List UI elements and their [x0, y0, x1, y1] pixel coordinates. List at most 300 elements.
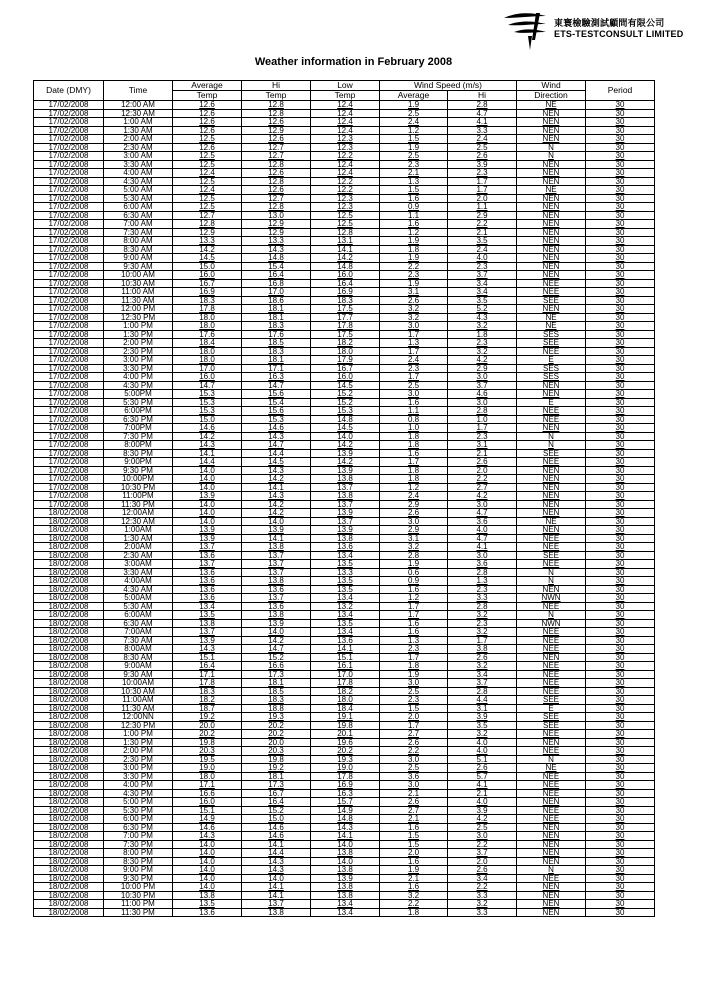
cell-time: 8:00PM: [104, 441, 173, 450]
cell-period: 30: [586, 347, 655, 356]
cell-period: 30: [586, 713, 655, 722]
cell-wind-average: 1.9: [380, 143, 448, 152]
cell-wind-direction: NEN: [517, 492, 586, 501]
cell-date: 17/02/2008: [34, 492, 104, 501]
cell-wind-direction: NEN: [517, 245, 586, 254]
cell-low-temp: 12.4: [311, 101, 380, 110]
cell-period: 30: [586, 458, 655, 467]
cell-time: 3:00 AM: [104, 152, 173, 161]
cell-average-temp: 14.6: [173, 823, 242, 832]
cell-time: 1:30 PM: [104, 738, 173, 747]
cell-average-temp: 14.7: [173, 381, 242, 390]
cell-wind-average: 1.7: [380, 602, 448, 611]
cell-low-temp: 19.6: [311, 738, 380, 747]
table-row: [34, 772, 655, 781]
cell-date: 17/02/2008: [34, 347, 104, 356]
cell-wind-direction: NEN: [517, 475, 586, 484]
cell-hi-temp: 17.6: [242, 330, 311, 339]
cell-wind-direction: SES: [517, 373, 586, 382]
cell-wind-direction: NEN: [517, 585, 586, 594]
cell-wind-average: 2.8: [380, 551, 448, 560]
cell-wind-hi: 4.7: [448, 109, 517, 118]
cell-period: 30: [586, 619, 655, 628]
table-row: [34, 254, 655, 263]
cell-period: 30: [586, 101, 655, 110]
cell-average-temp: 12.6: [173, 101, 242, 110]
cell-hi-temp: 13.6: [242, 602, 311, 611]
cell-time: 8:00 AM: [104, 237, 173, 246]
cell-wind-direction: NEN: [517, 738, 586, 747]
cell-period: 30: [586, 330, 655, 339]
cell-wind-average: 1.7: [380, 347, 448, 356]
cell-hi-temp: 12.6: [242, 135, 311, 144]
cell-average-temp: 15.3: [173, 398, 242, 407]
cell-hi-temp: 20.2: [242, 721, 311, 730]
cell-wind-direction: NEE: [517, 279, 586, 288]
cell-wind-average: 3.1: [380, 288, 448, 297]
cell-wind-direction: N: [517, 866, 586, 875]
cell-period: 30: [586, 228, 655, 237]
cell-period: 30: [586, 211, 655, 220]
cell-date: 18/02/2008: [34, 908, 104, 917]
cell-period: 30: [586, 551, 655, 560]
table-row: [34, 891, 655, 900]
cell-wind-direction: NEE: [517, 747, 586, 756]
cell-period: 30: [586, 271, 655, 280]
cell-time: 9:30 PM: [104, 874, 173, 883]
cell-wind-hi: 4.0: [448, 798, 517, 807]
cell-period: 30: [586, 305, 655, 314]
cell-wind-hi: 3.3: [448, 908, 517, 917]
cell-time: 6:30 AM: [104, 211, 173, 220]
cell-time: 11:30 AM: [104, 296, 173, 305]
cell-period: 30: [586, 279, 655, 288]
cell-wind-direction: SEE: [517, 339, 586, 348]
cell-wind-hi: 3.6: [448, 517, 517, 526]
cell-wind-direction: NEN: [517, 271, 586, 280]
cell-average-temp: 13.7: [173, 543, 242, 552]
cell-wind-direction: NEN: [517, 798, 586, 807]
cell-period: 30: [586, 891, 655, 900]
cell-wind-hi: 2.3: [448, 585, 517, 594]
cell-wind-hi: 2.5: [448, 143, 517, 152]
cell-average-temp: 14.9: [173, 815, 242, 824]
cell-date: 18/02/2008: [34, 679, 104, 688]
cell-average-temp: 17.0: [173, 364, 242, 373]
cell-period: 30: [586, 636, 655, 645]
cell-wind-hi: 3.2: [448, 730, 517, 739]
cell-low-temp: 13.9: [311, 874, 380, 883]
cell-wind-average: 1.6: [380, 398, 448, 407]
cell-average-temp: 18.2: [173, 696, 242, 705]
cell-date: 18/02/2008: [34, 594, 104, 603]
cell-wind-average: 1.1: [380, 407, 448, 416]
cell-wind-direction: NEE: [517, 288, 586, 297]
cell-hi-temp: 18.5: [242, 687, 311, 696]
cell-average-temp: 12.6: [173, 126, 242, 135]
cell-wind-hi: 2.3: [448, 339, 517, 348]
cell-date: 17/02/2008: [34, 373, 104, 382]
cell-period: 30: [586, 126, 655, 135]
cell-time: 10:00 AM: [104, 271, 173, 280]
cell-period: 30: [586, 373, 655, 382]
table-row: [34, 577, 655, 586]
cell-low-temp: 17.8: [311, 679, 380, 688]
cell-date: 17/02/2008: [34, 160, 104, 169]
cell-wind-hi: 4.6: [448, 390, 517, 399]
cell-hi-temp: 18.1: [242, 679, 311, 688]
cell-wind-hi: 4.2: [448, 356, 517, 365]
cell-date: 17/02/2008: [34, 466, 104, 475]
cell-hi-temp: 18.6: [242, 296, 311, 305]
cell-average-temp: 14.0: [173, 466, 242, 475]
cell-wind-hi: 1.0: [448, 415, 517, 424]
cell-wind-average: 3.6: [380, 772, 448, 781]
cell-low-temp: 12.4: [311, 118, 380, 127]
cell-period: 30: [586, 781, 655, 790]
cell-time: 2:00 AM: [104, 135, 173, 144]
cell-hi-temp: 19.3: [242, 713, 311, 722]
cell-period: 30: [586, 109, 655, 118]
cell-average-temp: 17.8: [173, 305, 242, 314]
cell-average-temp: 14.3: [173, 645, 242, 654]
table-row: [34, 619, 655, 628]
cell-period: 30: [586, 645, 655, 654]
cell-wind-direction: NEE: [517, 781, 586, 790]
cell-period: 30: [586, 398, 655, 407]
cell-wind-direction: N: [517, 611, 586, 620]
cell-date: 17/02/2008: [34, 135, 104, 144]
cell-wind-direction: NEN: [517, 262, 586, 271]
cell-wind-hi: 4.1: [448, 118, 517, 127]
cell-period: 30: [586, 254, 655, 263]
cell-time: 4:00 PM: [104, 781, 173, 790]
cell-average-temp: 12.6: [173, 118, 242, 127]
cell-time: 10:30 PM: [104, 891, 173, 900]
cell-wind-direction: NEN: [517, 305, 586, 314]
table-row: [34, 211, 655, 220]
cell-period: 30: [586, 806, 655, 815]
header-wind-average: Average: [380, 91, 448, 101]
cell-wind-hi: 2.6: [448, 152, 517, 161]
cell-wind-average: 1.5: [380, 840, 448, 849]
cell-low-temp: 13.7: [311, 500, 380, 509]
cell-low-temp: 13.7: [311, 483, 380, 492]
table-row: [34, 713, 655, 722]
cell-hi-temp: 20.0: [242, 738, 311, 747]
cell-wind-average: 2.0: [380, 849, 448, 858]
cell-low-temp: 13.5: [311, 619, 380, 628]
cell-period: 30: [586, 177, 655, 186]
cell-time: 1:00 AM: [104, 118, 173, 127]
cell-wind-average: 1.6: [380, 220, 448, 229]
cell-hi-temp: 18.1: [242, 772, 311, 781]
cell-wind-average: 1.6: [380, 585, 448, 594]
header-average-temp: Temp: [173, 91, 242, 101]
cell-wind-hi: 2.8: [448, 602, 517, 611]
cell-hi-temp: 12.6: [242, 169, 311, 178]
cell-low-temp: 17.8: [311, 772, 380, 781]
cell-date: 18/02/2008: [34, 704, 104, 713]
cell-wind-direction: N: [517, 755, 586, 764]
cell-wind-hi: 2.6: [448, 458, 517, 467]
table-row: [34, 874, 655, 883]
cell-wind-hi: 2.8: [448, 101, 517, 110]
cell-time: 5:00AM: [104, 594, 173, 603]
cell-period: 30: [586, 849, 655, 858]
cell-time: 12:00 PM: [104, 305, 173, 314]
cell-date: 17/02/2008: [34, 194, 104, 203]
cell-average-temp: 19.5: [173, 755, 242, 764]
cell-wind-hi: 3.2: [448, 662, 517, 671]
cell-low-temp: 14.0: [311, 432, 380, 441]
cell-hi-temp: 15.3: [242, 415, 311, 424]
cell-average-temp: 16.0: [173, 798, 242, 807]
cell-hi-temp: 13.9: [242, 619, 311, 628]
cell-low-temp: 18.2: [311, 339, 380, 348]
cell-wind-direction: E: [517, 398, 586, 407]
cell-time: 2:30 AM: [104, 551, 173, 560]
cell-date: 17/02/2008: [34, 424, 104, 433]
cell-time: 5:30 PM: [104, 398, 173, 407]
cell-average-temp: 14.0: [173, 500, 242, 509]
cell-wind-average: 3.0: [380, 781, 448, 790]
cell-time: 2:00 PM: [104, 339, 173, 348]
cell-wind-hi: 3.5: [448, 721, 517, 730]
cell-low-temp: 14.2: [311, 441, 380, 450]
cell-date: 17/02/2008: [34, 152, 104, 161]
table-row: [34, 279, 655, 288]
cell-time: 10:30 AM: [104, 687, 173, 696]
cell-date: 17/02/2008: [34, 245, 104, 254]
cell-hi-temp: 14.6: [242, 832, 311, 841]
cell-low-temp: 17.0: [311, 670, 380, 679]
table-row: [34, 475, 655, 484]
table-row: [34, 381, 655, 390]
cell-period: 30: [586, 483, 655, 492]
cell-wind-direction: NWN: [517, 619, 586, 628]
cell-average-temp: 18.0: [173, 347, 242, 356]
cell-wind-direction: NEE: [517, 560, 586, 569]
cell-time: 9:30 AM: [104, 670, 173, 679]
cell-average-temp: 14.0: [173, 874, 242, 883]
cell-time: 1:30 AM: [104, 534, 173, 543]
cell-wind-average: 3.0: [380, 755, 448, 764]
cell-wind-direction: SES: [517, 364, 586, 373]
table-row: [34, 840, 655, 849]
cell-average-temp: 13.9: [173, 492, 242, 501]
cell-period: 30: [586, 823, 655, 832]
cell-low-temp: 13.3: [311, 568, 380, 577]
cell-time: 1:00 PM: [104, 730, 173, 739]
cell-wind-direction: NEE: [517, 458, 586, 467]
cell-low-temp: 12.5: [311, 211, 380, 220]
cell-wind-average: 2.6: [380, 509, 448, 518]
cell-period: 30: [586, 772, 655, 781]
cell-wind-average: 2.3: [380, 271, 448, 280]
cell-wind-hi: 4.0: [448, 526, 517, 535]
cell-time: 11:00 PM: [104, 900, 173, 909]
table-row: [34, 670, 655, 679]
table-row: [34, 636, 655, 645]
cell-hi-temp: 12.8: [242, 177, 311, 186]
cell-date: 18/02/2008: [34, 883, 104, 892]
cell-hi-temp: 14.3: [242, 492, 311, 501]
cell-date: 18/02/2008: [34, 738, 104, 747]
cell-time: 5:30 AM: [104, 194, 173, 203]
cell-period: 30: [586, 194, 655, 203]
cell-wind-average: 2.5: [380, 687, 448, 696]
cell-wind-direction: NEE: [517, 662, 586, 671]
company-name: [554, 18, 683, 40]
cell-date: 18/02/2008: [34, 849, 104, 858]
cell-average-temp: 19.2: [173, 713, 242, 722]
cell-wind-average: 2.5: [380, 109, 448, 118]
cell-wind-average: 1.9: [380, 866, 448, 875]
cell-wind-hi: 2.8: [448, 568, 517, 577]
cell-low-temp: 18.3: [311, 296, 380, 305]
cell-hi-temp: 14.4: [242, 849, 311, 858]
cell-date: 17/02/2008: [34, 330, 104, 339]
cell-date: 17/02/2008: [34, 407, 104, 416]
header-wind-direction: Direction: [517, 91, 586, 101]
header-wind-speed: Wind Speed (m/s): [380, 81, 517, 91]
cell-time: 7:30 PM: [104, 432, 173, 441]
table-row: [34, 602, 655, 611]
cell-average-temp: 14.0: [173, 857, 242, 866]
table-row: [34, 611, 655, 620]
cell-hi-temp: 16.8: [242, 279, 311, 288]
table-row: [34, 449, 655, 458]
cell-date: 17/02/2008: [34, 186, 104, 195]
cell-wind-direction: NEN: [517, 483, 586, 492]
table-row: [34, 594, 655, 603]
company-logo: [502, 10, 692, 50]
cell-average-temp: 13.6: [173, 551, 242, 560]
cell-hi-temp: 13.9: [242, 526, 311, 535]
table-row: [34, 908, 655, 917]
cell-period: 30: [586, 730, 655, 739]
cell-time: 5:30 AM: [104, 602, 173, 611]
cell-wind-average: 1.9: [380, 254, 448, 263]
cell-time: 6:30 PM: [104, 415, 173, 424]
table-row: [34, 815, 655, 824]
cell-date: 18/02/2008: [34, 713, 104, 722]
cell-low-temp: 13.6: [311, 636, 380, 645]
cell-low-temp: 12.8: [311, 228, 380, 237]
cell-time: 8:00AM: [104, 645, 173, 654]
cell-date: 18/02/2008: [34, 517, 104, 526]
cell-average-temp: 14.0: [173, 866, 242, 875]
cell-time: 4:00 PM: [104, 373, 173, 382]
cell-wind-average: 1.7: [380, 653, 448, 662]
table-row: [34, 101, 655, 110]
cell-hi-temp: 14.3: [242, 866, 311, 875]
cell-hi-temp: 12.8: [242, 160, 311, 169]
cell-wind-hi: 4.0: [448, 738, 517, 747]
cell-low-temp: 13.8: [311, 849, 380, 858]
cell-hi-temp: 18.8: [242, 704, 311, 713]
cell-time: 10:30 PM: [104, 483, 173, 492]
cell-wind-direction: NEN: [517, 118, 586, 127]
cell-wind-direction: NEE: [517, 670, 586, 679]
cell-date: 17/02/2008: [34, 390, 104, 399]
cell-low-temp: 13.1: [311, 237, 380, 246]
cell-hi-temp: 14.1: [242, 891, 311, 900]
cell-wind-hi: 1.7: [448, 636, 517, 645]
cell-wind-hi: 2.8: [448, 687, 517, 696]
cell-wind-direction: NEN: [517, 509, 586, 518]
cell-period: 30: [586, 840, 655, 849]
cell-time: 8:00 PM: [104, 849, 173, 858]
cell-date: 17/02/2008: [34, 356, 104, 365]
cell-period: 30: [586, 687, 655, 696]
cell-date: 18/02/2008: [34, 721, 104, 730]
cell-hi-temp: 14.1: [242, 840, 311, 849]
table-row: [34, 645, 655, 654]
cell-wind-direction: NEN: [517, 466, 586, 475]
cell-average-temp: 17.1: [173, 781, 242, 790]
cell-period: 30: [586, 143, 655, 152]
table-row: [34, 543, 655, 552]
header-time: Time: [104, 81, 173, 101]
cell-wind-average: 1.8: [380, 441, 448, 450]
cell-date: 18/02/2008: [34, 577, 104, 586]
cell-time: 10:00 PM: [104, 883, 173, 892]
cell-wind-average: 1.6: [380, 194, 448, 203]
cell-date: 18/02/2008: [34, 534, 104, 543]
cell-wind-hi: 3.3: [448, 594, 517, 603]
cell-time: 11:00PM: [104, 492, 173, 501]
cell-wind-average: 0.9: [380, 203, 448, 212]
cell-low-temp: 13.4: [311, 900, 380, 909]
cell-date: 17/02/2008: [34, 483, 104, 492]
cell-low-temp: 17.5: [311, 330, 380, 339]
cell-period: 30: [586, 866, 655, 875]
cell-average-temp: 13.7: [173, 560, 242, 569]
cell-average-temp: 13.6: [173, 585, 242, 594]
cell-wind-direction: NE: [517, 101, 586, 110]
cell-low-temp: 16.1: [311, 662, 380, 671]
cell-time: 10:00PM: [104, 475, 173, 484]
cell-low-temp: 17.5: [311, 305, 380, 314]
cell-average-temp: 16.7: [173, 279, 242, 288]
cell-wind-direction: NEE: [517, 772, 586, 781]
cell-period: 30: [586, 696, 655, 705]
cell-time: 8:30 AM: [104, 245, 173, 254]
cell-wind-direction: NEN: [517, 160, 586, 169]
cell-date: 18/02/2008: [34, 653, 104, 662]
cell-average-temp: 16.9: [173, 288, 242, 297]
cell-hi-temp: 12.8: [242, 109, 311, 118]
cell-average-temp: 18.0: [173, 772, 242, 781]
cell-average-temp: 15.1: [173, 806, 242, 815]
cell-low-temp: 17.9: [311, 356, 380, 365]
cell-wind-hi: 4.4: [448, 696, 517, 705]
cell-low-temp: 16.7: [311, 364, 380, 373]
cell-time: 8:30 PM: [104, 857, 173, 866]
table-row: [34, 798, 655, 807]
cell-low-temp: 13.8: [311, 866, 380, 875]
cell-wind-hi: 2.1: [448, 789, 517, 798]
cell-average-temp: 17.6: [173, 330, 242, 339]
cell-period: 30: [586, 874, 655, 883]
cell-time: 2:30 AM: [104, 143, 173, 152]
cell-time: 9:00PM: [104, 458, 173, 467]
cell-date: 17/02/2008: [34, 322, 104, 331]
table-row: [34, 551, 655, 560]
cell-date: 17/02/2008: [34, 101, 104, 110]
